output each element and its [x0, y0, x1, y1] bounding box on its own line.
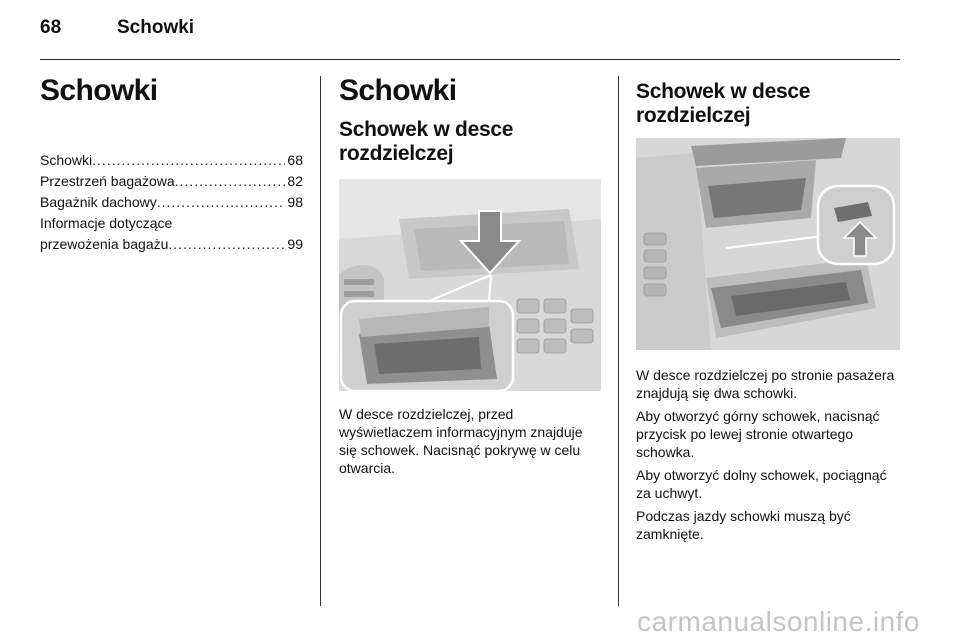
toc-entry-label: Bagażnik dachowy — [40, 194, 157, 210]
dashboard-storage-illustration — [339, 179, 601, 391]
toc-entry[interactable] — [40, 192, 303, 213]
page-number: 68 — [40, 17, 62, 38]
toc-column — [40, 74, 303, 255]
toc-leader-dots — [157, 192, 286, 213]
toc-entry-page: 98 — [287, 194, 303, 210]
watermark: carmanualsonline.info — [637, 606, 920, 637]
table-of-contents — [40, 150, 303, 255]
toc-entry-label: przewożenia bagażu — [40, 236, 169, 252]
toc-leader-dots — [92, 150, 285, 171]
subsection-heading: Schowek w desce rozdzielczej — [636, 80, 811, 127]
toc-leader-dots — [175, 171, 286, 192]
toc-entry-page: 99 — [287, 236, 303, 252]
column-divider-1 — [320, 76, 321, 606]
header-divider — [40, 59, 900, 60]
chapter-heading: Schowki — [40, 74, 158, 107]
section-paragraph: W desce rozdzielczej, przed wyświetlaczem informacyjnym znajduje się schowek. Nacisnąć pokrywę w celu otwarcia. — [339, 406, 583, 476]
section-column-2 — [636, 74, 900, 548]
section-heading: Schowki — [339, 74, 457, 107]
section-paragraph: Aby otworzyć górny schowek, nacisnąć przycisk po lewej stronie otwartego schowka. — [636, 408, 880, 460]
toc-entry[interactable] — [40, 171, 303, 192]
chapter-title: Schowki — [117, 17, 195, 38]
section-paragraph: Aby otworzyć dolny schowek, pociągnąć za uchwyt. — [636, 467, 887, 501]
section-column-1 — [339, 74, 601, 482]
column-divider-2 — [618, 76, 619, 606]
toc-leader-dots — [168, 234, 285, 255]
passenger-glovebox-illustration — [636, 138, 900, 350]
toc-entry-page: 68 — [287, 152, 303, 168]
section-paragraph: W desce rozdzielczej po stronie pasażera znajdują się dwa schowki. — [636, 367, 895, 401]
section-body — [636, 366, 900, 543]
section-paragraph: Podczas jazdy schowki muszą być zamknięte. — [636, 508, 851, 542]
toc-entry-label: Przestrzeń bagażowa — [40, 173, 175, 189]
toc-entry[interactable] — [40, 150, 303, 171]
subsection-heading: Schowek w desce rozdzielczej — [339, 118, 514, 165]
toc-entry[interactable] — [40, 213, 303, 255]
toc-entry-label-line1: Informacje dotyczące — [40, 215, 173, 231]
toc-entry-label: Schowki — [40, 152, 93, 168]
toc-entry-page: 82 — [287, 173, 303, 189]
